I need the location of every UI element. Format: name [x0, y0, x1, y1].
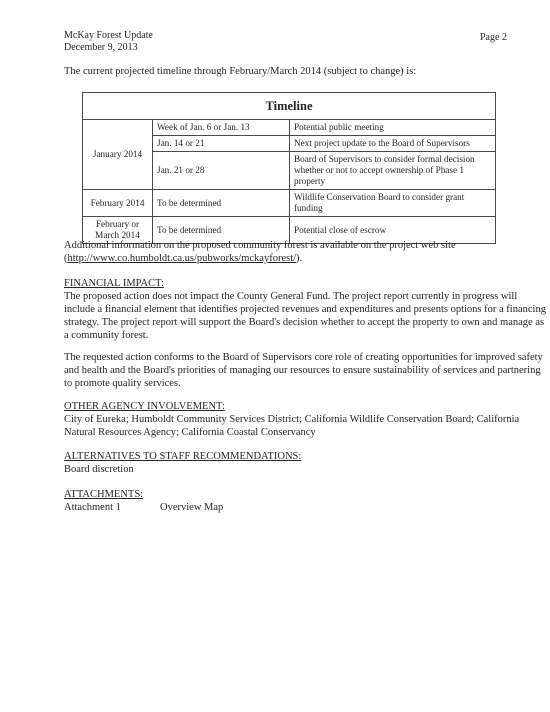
date-cell: To be determined	[153, 217, 290, 244]
period-cell: February 2014	[83, 190, 153, 217]
date-cell: Jan. 14 or 21	[153, 136, 290, 152]
attachment-title: Overview Map	[160, 502, 224, 513]
alternatives-section	[64, 450, 301, 476]
agency-list: City of Eureka; Humboldt Community Services District; California Wildlife Conservation Board; California Natural Resources Agency; California Coastal Conservancy	[64, 414, 520, 438]
activity-cell: Wildlife Conservation Board to consider grant funding	[290, 190, 496, 217]
header-date: December 9, 2013	[64, 42, 138, 53]
financial-impact-paragraph: The proposed action does not impact the County General Fund. The project report currently in progress will include a financial element that identifies projected revenues and expenditures and presents options for a financing strategy. The project report will support the Board's decision whether to accept the property to own and manage as a community forest.	[64, 291, 546, 341]
date-cell: Jan. 21 or 28	[153, 152, 290, 190]
additional-info: Additional information on the proposed community forest is available on the project web site (http://www.co.humboldt.ca.us/pubworks/mckayforest/).	[64, 240, 456, 264]
agency-section	[64, 400, 550, 439]
table-row	[83, 190, 496, 217]
document-header	[64, 30, 153, 54]
attachment-item	[64, 501, 223, 514]
project-website-link[interactable]: http://www.co.humboldt.ca.us/pubworks/mckayforest/	[67, 253, 297, 264]
section-heading: ALTERNATIVES TO STAFF RECOMMENDATIONS:	[64, 451, 302, 462]
period-cell: January 2014	[83, 120, 153, 190]
timeline-intro: The current projected timeline through February/March 2014 (subject to change) is:	[64, 66, 417, 77]
timeline-table	[82, 92, 496, 244]
activity-cell: Next project update to the Board of Supervisors	[290, 136, 496, 152]
core-role-paragraph: The requested action conforms to the Board of Supervisors core role of creating opportunities for improved safety and health and the Board's priorities of managing our resources to ensure sustainability of services and partnering to promote quality services.	[64, 352, 543, 389]
period-cell: February or March 2014	[83, 217, 153, 244]
activity-cell: Potential public meeting	[290, 120, 496, 136]
section-heading: OTHER AGENCY INVOLVEMENT:	[64, 401, 225, 412]
additional-info-text: Additional information on the proposed community forest is available on the project web site	[64, 240, 456, 251]
attachments-section	[64, 488, 223, 514]
table-row	[83, 120, 496, 136]
section-heading: ATTACHMENTS:	[64, 489, 144, 500]
activity-cell: Potential close of escrow	[290, 217, 496, 244]
attachment-number: Attachment 1	[64, 502, 121, 513]
activity-cell: Board of Supervisors to consider formal decision whether or not to accept ownership of Phase 1 property	[290, 152, 496, 190]
alternatives-text: Board discretion	[64, 464, 134, 475]
timeline-title: Timeline	[83, 93, 496, 120]
date-cell: Week of Jan. 6 or Jan. 13	[153, 120, 290, 136]
header-title: McKay Forest Update	[64, 30, 153, 41]
date-cell: To be determined	[153, 190, 290, 217]
financial-impact-section	[64, 277, 550, 342]
page-number: Page 2	[480, 32, 507, 43]
section-heading: FINANCIAL IMPACT:	[64, 278, 164, 289]
